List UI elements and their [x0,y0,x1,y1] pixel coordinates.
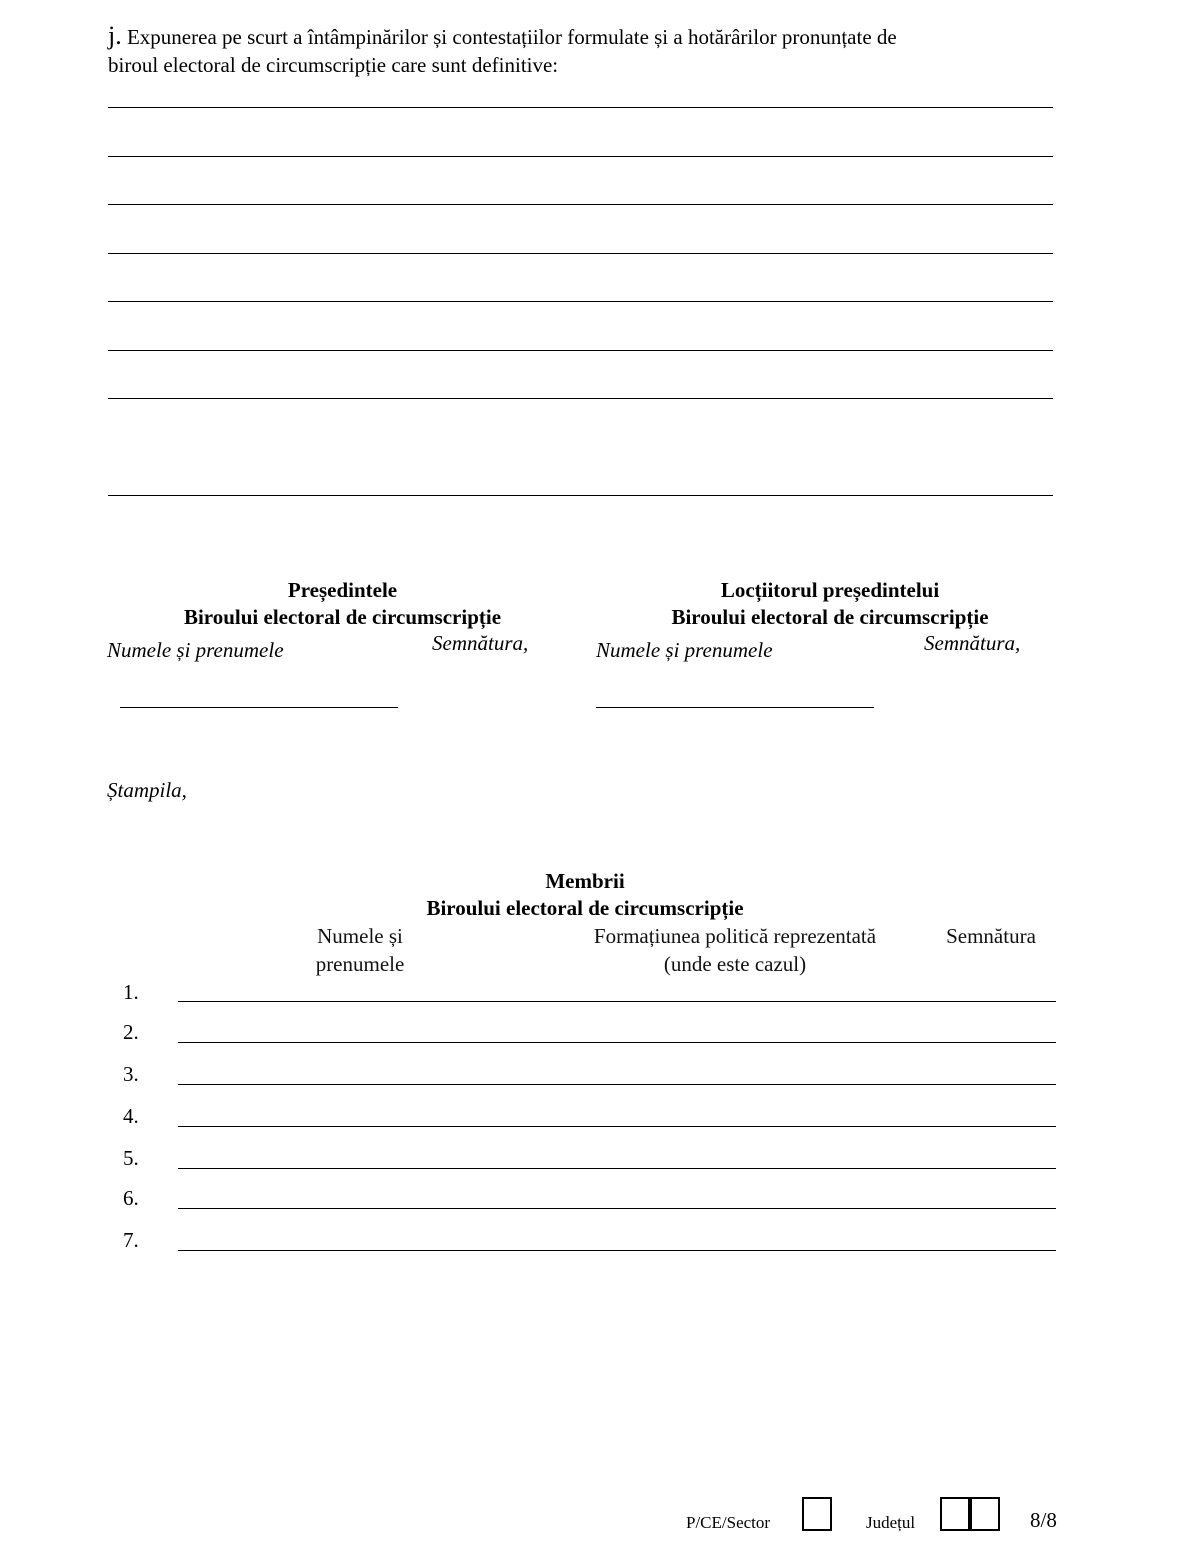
column-header-signature: Semnătura [946,924,1036,948]
president-title: Președintele [287,578,398,602]
county-box-1[interactable] [940,1497,970,1531]
column-header-name-line-2: prenumele [315,952,405,976]
deputy-signature-label: Semnătura, [924,631,1021,655]
president-name-label: Numele și prenumele [107,638,284,662]
member-row-line[interactable] [178,1168,1056,1169]
column-header-party [560,922,910,978]
page-number: 8/8 [1030,1508,1057,1532]
president-name-line[interactable] [120,707,398,708]
member-row-line[interactable] [178,1001,1056,1002]
writing-line[interactable] [108,301,1053,302]
deputy-name-label: Numele și prenumele [596,638,773,662]
member-row-number: 3. [123,1062,139,1086]
writing-line[interactable] [108,350,1053,351]
deputy-name-line[interactable] [596,707,874,708]
writing-line[interactable] [108,204,1053,205]
deputy-title: Locțiitorul președintelui [720,578,940,602]
column-header-name-line-1: Numele și [317,924,403,948]
member-row-line[interactable] [178,1042,1056,1043]
section-j-line-1: Expunerea pe scurt a întâmpinărilor și contestațiilor formulate și a hotărârilor pronunțate de [126,25,897,49]
column-header-party-line-1: Formațiunea politică reprezentată [593,924,877,948]
writing-line[interactable] [108,398,1053,399]
footer-sector-label: P/CE/Sector [686,1513,771,1532]
member-row-line[interactable] [178,1208,1056,1209]
member-row-number: 2. [123,1020,139,1044]
writing-line[interactable] [108,156,1053,157]
president-subtitle: Biroului electoral de circumscripție [183,605,502,629]
member-row-number: 4. [123,1104,139,1128]
county-box-2[interactable] [970,1497,1000,1531]
section-letter: j. [108,21,122,50]
writing-line[interactable] [108,107,1053,108]
members-subtitle: Biroului electoral de circumscripție [426,896,744,920]
section-j-text [108,22,1068,79]
column-header-party-line-2: (unde este cazul) [663,952,807,976]
sector-box[interactable] [802,1497,832,1531]
member-row-number: 1. [123,980,139,1004]
deputy-subtitle: Biroului electoral de circumscripție [671,605,989,629]
member-row-line[interactable] [178,1084,1056,1085]
member-row-number: 7. [123,1228,139,1252]
section-j-line-2: biroul electoral de circumscripție care sunt definitive: [108,53,559,77]
member-row-line[interactable] [178,1250,1056,1251]
member-row-line[interactable] [178,1126,1056,1127]
column-header-name [290,922,430,978]
stamp-label: Ștampila, [107,778,187,802]
members-title: Membrii [545,869,625,893]
writing-line[interactable] [108,253,1053,254]
writing-line[interactable] [108,495,1053,496]
member-row-number: 6. [123,1186,139,1210]
member-row-number: 5. [123,1146,139,1170]
footer-county-label: Județul [866,1513,916,1532]
president-signature-label: Semnătura, [432,631,529,655]
